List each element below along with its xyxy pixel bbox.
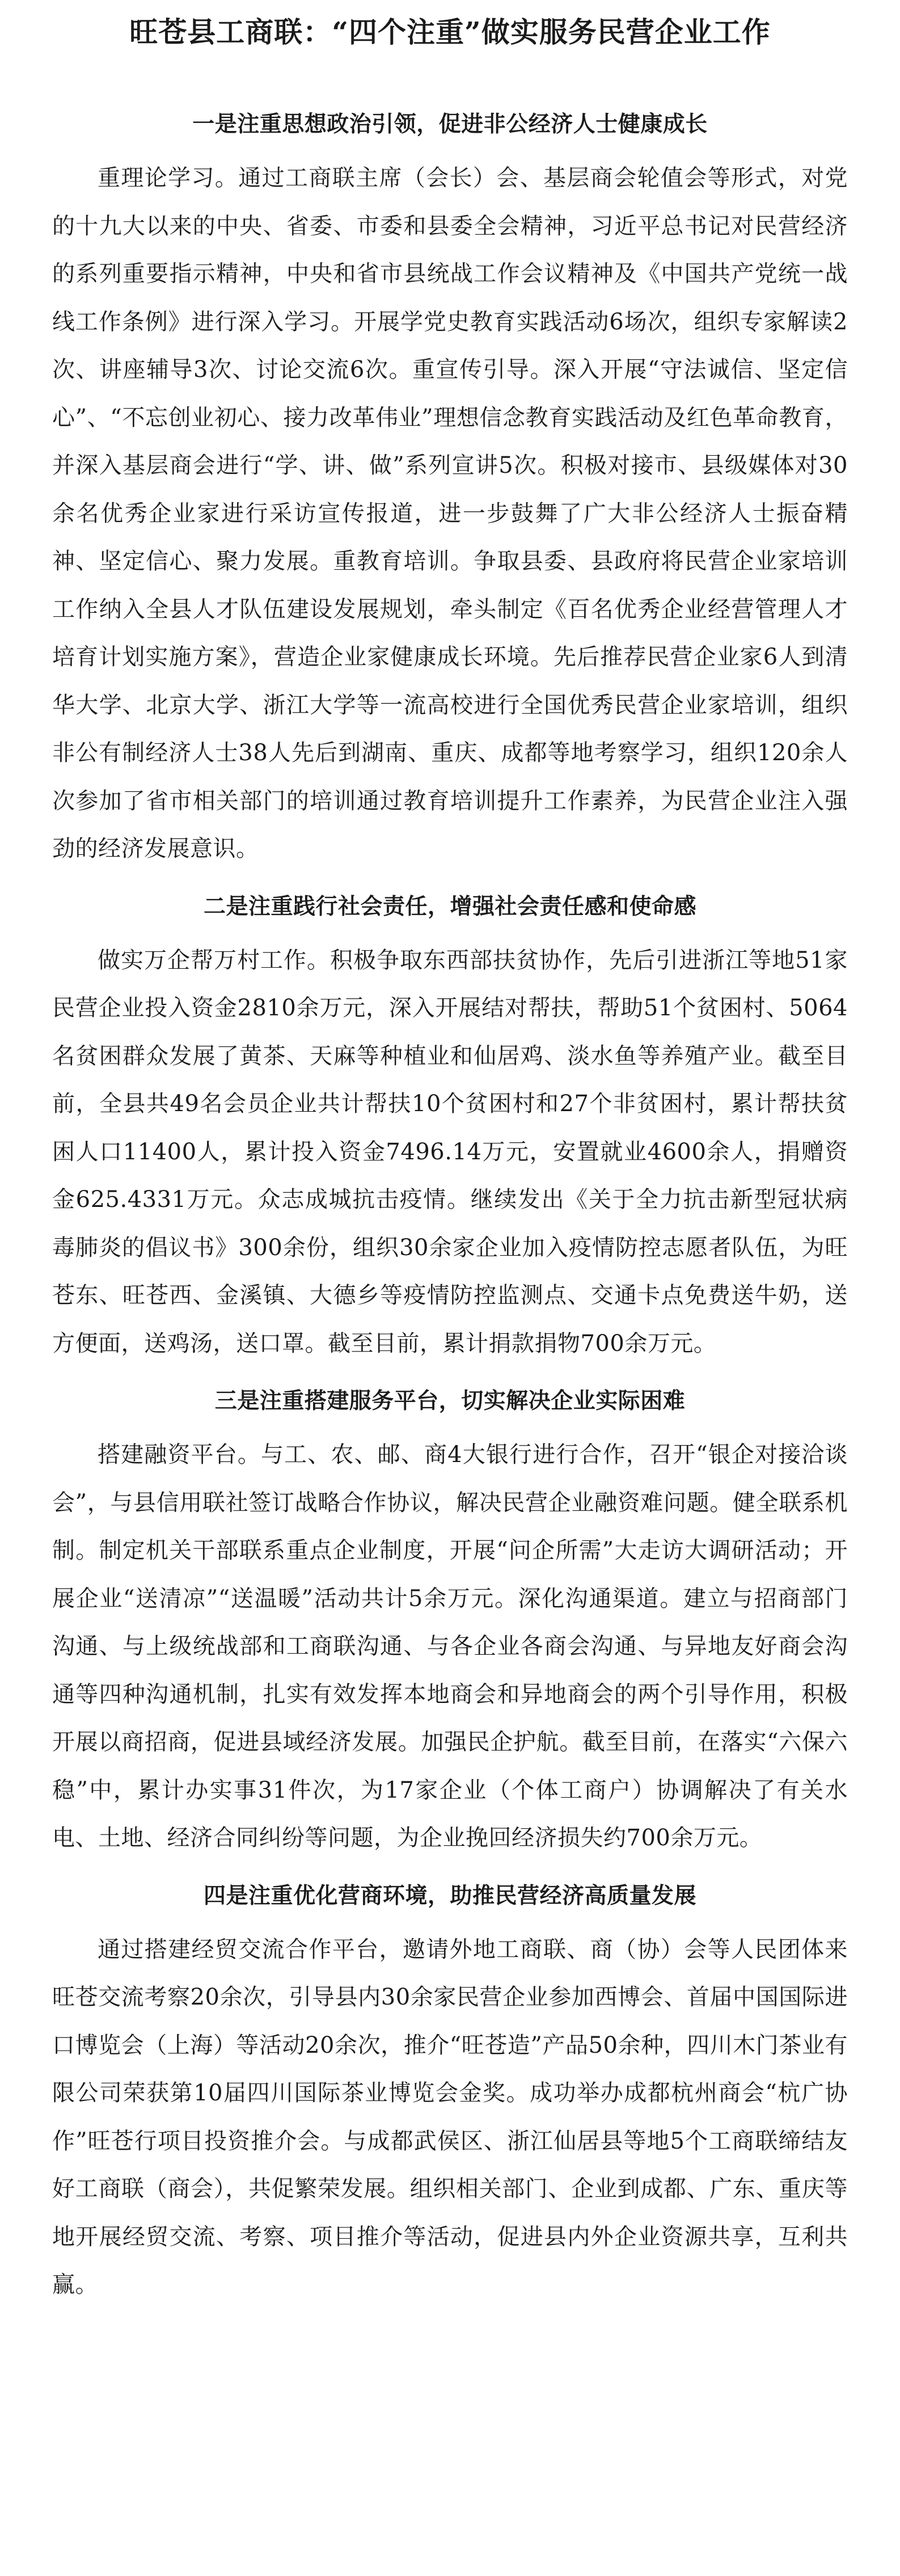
section-paragraph: 重理论学习。通过工商联主席（会长）会、基层商会轮值会等形式，对党的十九大以来的中央、省委、市委和县委全会精神，习近平总书记对民营经济的系列重要指示精神，中央和省市县统战工作会议精神及《中国共产党统一战线工作条例》进行深入学习。开展学党史教育实践活动6场次，组织专家解读2次、讲座辅导3次、讨论交流6次。重宣传引导。深入开展“守法诚信、坚定信心”、“不忘创业初心、接力改革伟业”理想信念教育实践活动及红色革命教育，并深入基层商会进行“学、讲、做”系列宣讲5次。积极对接市、县级媒体对30余名优秀企业家进行采访宣传报道，进一步鼓舞了广大非公经济人士振奋精神、坚定信心、聚力发展。重教育培训。争取县委、县政府将民营企业家培训工作纳入全县人才队伍建设发展规划，牵头制定《百名优秀企业经营管理人才培育计划实施方案》，营造企业家健康成长环境。先后推荐民营企业家6人到清华大学、北京大学、浙江大学等一流高校进行全国优秀民营企业家培训，组织非公有制经济人士38人先后到湖南、重庆、成都等地考察学习，组织120余人次参加了省市相关部门的培训通过教育培训提升工作素养，为民营企业注入强劲的经济发展意识。 — [52, 165, 848, 862]
section-4 — [52, 1879, 848, 2309]
section-paragraph: 搭建融资平台。与工、农、邮、商4大银行进行合作，召开“银企对接洽谈会”，与县信用联社签订战略合作协议，解决民营企业融资难问题。健全联系机制。制定机关干部联系重点企业制度，开展“问企所需”大走访大调研活动；开展企业“送清凉”“送温暖”活动共计5余万元。深化沟通渠道。建立与招商部门沟通、与上级统战部和工商联沟通、与各企业各商会沟通、与异地友好商会沟通等四种沟通机制，扎实有效发挥本地商会和异地商会的两个引导作用，积极开展以商招商，促进县域经济发展。加强民企护航。截至目前，在落实“六保六稳”中，累计办实事31件次，为17家企业（个体工商户）协调解决了有关水电、土地、经济合同纠纷等问题，为企业挽回经济损失约700余万元。 — [52, 1442, 848, 1851]
section-heading: 一是注重思想政治引领，促进非公经济人士健康成长 — [192, 112, 708, 137]
section-2 — [52, 890, 848, 1368]
section-heading: 四是注重优化营商环境，助推民营经济高质量发展 — [203, 1883, 696, 1909]
section-heading: 三是注重搭建服务平台，切实解决企业实际困难 — [214, 1388, 686, 1414]
section-1 — [52, 108, 848, 873]
section-3 — [52, 1384, 848, 1862]
section-heading: 二是注重践行社会责任，增强社会责任感和使命感 — [203, 893, 696, 920]
section-paragraph: 做实万企帮万村工作。积极争取东西部扶贫协作，先后引进浙江等地51家民营企业投入资金2810余万元，深入开展结对帮扶，帮助51个贫困村、5064名贫困群众发展了黄茶、天麻等种植业和仙居鸡、淡水鱼等养殖产业。截至目前，全县共49名会员企业共计帮扶10个贫困村和27个非贫困村，累计帮扶贫困人口11400人，累计投入资金7496.14万元，安置就业4600余人，捐赠资金625.4331万元。众志成城抗击疫情。继续发出《关于全力抗击新型冠状病毒肺炎的倡议书》300余份，组织30余家企业加入疫情防控志愿者队伍，为旺苍东、旺苍西、金溪镇、大德乡等疫情防控监测点、交通卡点免费送牛奶，送方便面，送鸡汤，送口罩。截至目前，累计捐款捐物700余万元。 — [52, 947, 848, 1357]
article-title: 旺苍县工商联：“四个注重”做实服务民营企业工作 — [129, 15, 771, 49]
section-paragraph: 通过搭建经贸交流合作平台，邀请外地工商联、商（协）会等人民团体来旺苍交流考察20余次，引导县内30余家民营企业参加西博会、首届中国国际进口博览会（上海）等活动20余次，推介“旺苍造”产品50余种，四川木门茶业有限公司荣获第10届四川国际茶业博览会金奖。成功举办成都杭州商会“杭广协作”旺苍行项目投资推介会。与成都武侯区、浙江仙居县等地5个工商联缔结友好工商联（商会），共促繁荣发展。组织相关部门、企业到成都、广东、重庆等地开展经贸交流、考察、项目推介等活动，促进县内外企业资源共享，互利共赢。 — [52, 1936, 848, 2298]
